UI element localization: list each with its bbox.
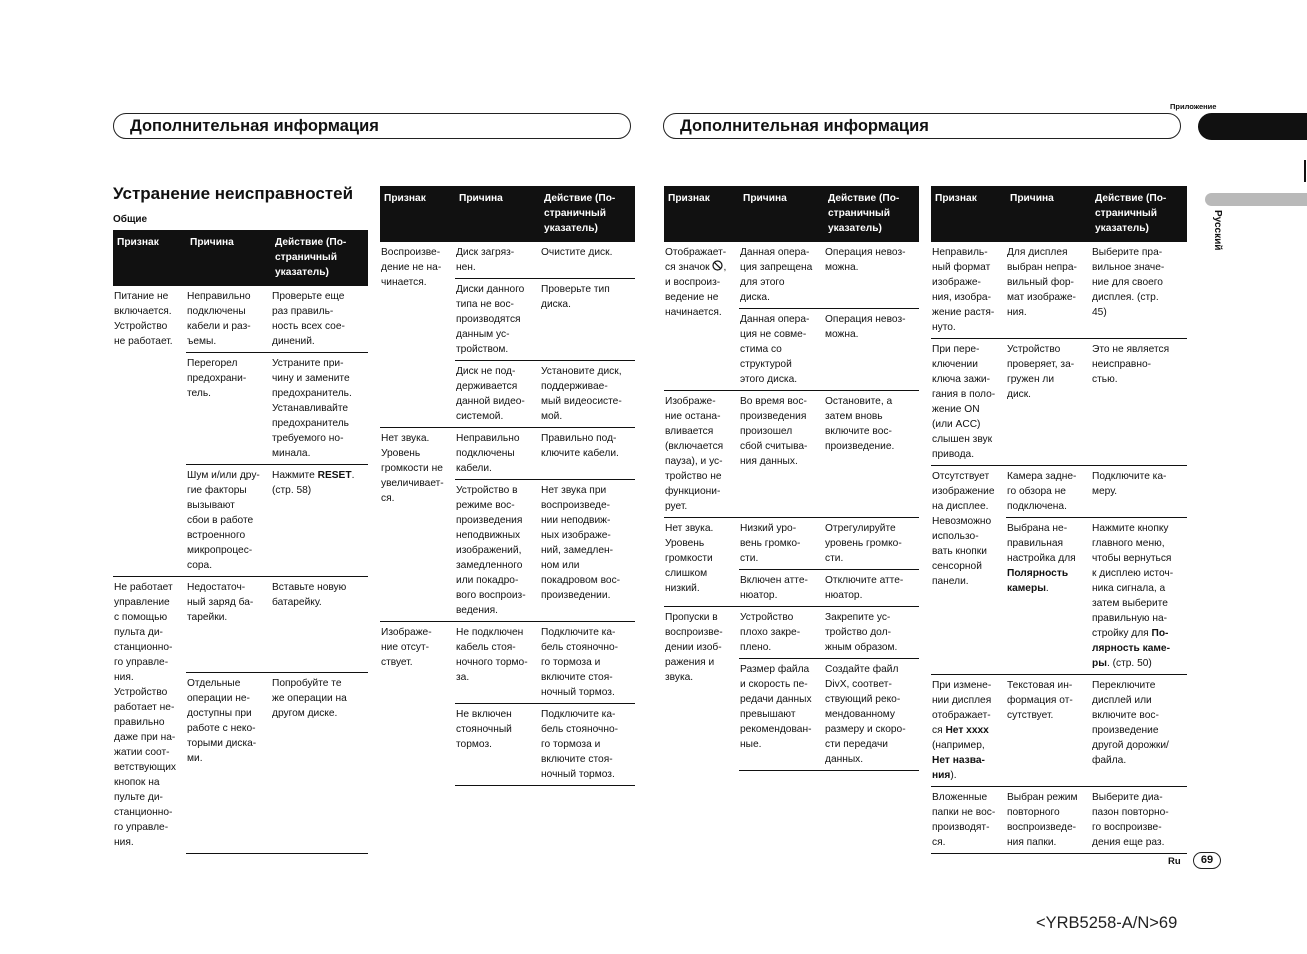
cause-cell: Недостаточ- ный заряд ба- тарейки. <box>186 577 271 673</box>
action-cell: Создайте файл DivX, соответ- ствующий реко- мендованному размеру и скоро- сти передачи данных. <box>824 659 919 771</box>
page-number: 69 <box>1193 852 1221 869</box>
setting-name: Полярность камеры <box>1007 568 1069 594</box>
cause-cell: Диски данного типа не вос- производятся данным ус- тройством. <box>455 279 540 361</box>
cause-text: Выбрана не- правильная настройка для <box>1007 523 1076 564</box>
cause-cell: Устройство проверяет, за- гружен ли диск. <box>1006 339 1091 466</box>
cause-cell: Диск не под- держивается данной видео- системой. <box>455 361 540 428</box>
cause-cell: Устройство плохо закре- плено. <box>739 607 824 659</box>
cause-cell: Шум и/или дру- гие факторы вызывают сбои в работе встроенного микропроцес- сора. <box>186 465 271 577</box>
header-cause: Причина <box>739 186 824 242</box>
cause-cell: Неправильно подключены кабели. <box>455 428 540 480</box>
header-action: Действие (По- страничный указатель) <box>271 230 368 286</box>
prohibited-icon <box>712 260 723 271</box>
edge-marker <box>1304 160 1306 182</box>
cause-cell: Устройство в режиме вос- произведения неподвижных изображений, замедленного или покадро- вого воспроиз- ведения. <box>455 480 540 622</box>
table-row <box>113 577 368 673</box>
symptom-cell <box>664 242 739 391</box>
table-header-row <box>380 186 635 242</box>
cause-cell: Данная опера- ция не совме- стима со структурой этого диска. <box>739 309 824 391</box>
symptom-text: Отображает- ся значок <box>665 247 727 273</box>
symptom-cell: При пере- ключении ключа зажи- гания в поло- жение ON (или ACC) слышен звук привода. <box>931 339 1006 466</box>
cause-cell <box>1006 518 1091 675</box>
troubleshooting-table-general <box>113 230 368 854</box>
left-header-title: Дополнительная информация <box>113 113 631 139</box>
symptom-cell <box>931 675 1006 787</box>
cause-cell: Диск загряз- нен. <box>455 242 540 279</box>
cause-cell: Текстовая ин- формация от- сутствует. <box>1006 675 1091 787</box>
cause-cell: Отдельные операции не- доступны при работе с неко- торыми диска- ми. <box>186 673 271 853</box>
display-message: Нет хххх <box>945 725 989 736</box>
document-code: <YRB5258-A/N>69 <box>1036 914 1178 932</box>
table-row <box>380 622 635 704</box>
appendix-label: Приложение <box>1170 102 1217 111</box>
table-row <box>931 466 1187 518</box>
action-cell: Переключите дисплей или включите вос- произведение другой дорожки/ файла. <box>1091 675 1187 787</box>
cause-text: . <box>1045 583 1049 594</box>
symptom-text: При измене- нии дисплея отображает- ся <box>932 680 992 736</box>
troubleshooting-table-playback <box>380 186 635 786</box>
header-action: Действие (По- страничный указатель) <box>1091 186 1187 242</box>
action-cell: Операция невоз- можна. <box>824 242 919 309</box>
cause-cell: Не включен стояночный тормоз. <box>455 704 540 786</box>
action-cell: Выберите пра- вильное значе- ние для своего дисплея. (стр. 45) <box>1091 242 1187 339</box>
action-cell: Очистите диск. <box>540 242 635 279</box>
table-row <box>380 242 635 279</box>
symptom-cell: Изображе- ние остана- вливается (включается пауза), и ус- тройство не функциони- рует. <box>664 391 739 518</box>
section-title: Устранение неисправностей <box>113 184 354 203</box>
cause-cell: Перегорел предохрани- тель. <box>186 353 271 465</box>
header-symptom: Признак <box>931 186 1006 242</box>
table-header-row <box>113 230 368 286</box>
table-row <box>113 286 368 353</box>
cause-cell: Низкий уро- вень громко- сти. <box>739 518 824 570</box>
language-tab <box>1205 193 1307 206</box>
action-cell: Устраните при- чину и замените предохранитель. Устанавливайте предохранитель требуемого но- минала. <box>271 353 368 465</box>
table-row <box>664 391 919 518</box>
symptom-text: ). <box>950 770 957 781</box>
cause-cell: Размер файла и скорость пе- редачи данных превышают рекомендован- ные. <box>739 659 824 771</box>
cause-cell: Во время вос- произведения произошел сбой считыва- ния данных. <box>739 391 824 518</box>
symptom-cell: Воспроизве- дение не на- чинается. <box>380 242 455 428</box>
action-cell: Нет звука при воспроизведе- нии неподвиж- ных изображе- ний, замедлен- ном или покадровом вос- произведении. <box>540 480 635 622</box>
setting-name: По- лярность каме- ры <box>1092 628 1170 669</box>
symptom-cell: Нет звука. Уровень громкости слишком низкий. <box>664 518 739 607</box>
table-row <box>931 339 1187 466</box>
symptom-cell: Нет звука. Уровень громкости не увеличивает- ся. <box>380 428 455 622</box>
header-symptom: Признак <box>113 230 186 286</box>
troubleshooting-table-video <box>664 186 919 771</box>
action-cell: Закрепите ус- тройство дол- жным образом. <box>824 607 919 659</box>
action-cell: Отрегулируйте уровень громко- сти. <box>824 518 919 570</box>
action-cell: Отключите атте- нюатор. <box>824 570 919 607</box>
action-cell: Подключите ка- бель стояночно- го тормоза и включите стоя- ночный тормоз. <box>540 704 635 786</box>
table-row <box>380 428 635 480</box>
reset-key-label: RESET <box>317 470 352 481</box>
header-action: Действие (По- страничный указатель) <box>824 186 919 242</box>
cause-cell: Не подключен кабель стоя- ночного тормо- за. <box>455 622 540 704</box>
cause-cell: Неправильно подключены кабели и раз- ъемы. <box>186 286 271 353</box>
symptom-cell: Отсутствует изображение на дисплее. Невозможно использо- вать кнопки сенсорной панели. <box>931 466 1006 675</box>
action-cell: Попробуйте те же операции на другом диске. <box>271 673 368 853</box>
table-row <box>931 675 1187 787</box>
action-text: . (стр. 58) <box>272 470 355 496</box>
symptom-cell: Не работает управление с помощью пульта ди- станционно- го управле- ния. Устройство работает не- правильно даже при на- жатии соот- ветствующих кнопок на пульте ди- станционно- го управле- ния. <box>113 577 186 854</box>
action-cell: Проверьте тип диска. <box>540 279 635 361</box>
action-cell: Подключите ка- бель стояночно- го тормоза и включите стоя- ночный тормоз. <box>540 622 635 704</box>
table-header-row <box>664 186 919 242</box>
symptom-cell: Вложенные папки не вос- производят- ся. <box>931 787 1006 854</box>
header-cause: Причина <box>186 230 271 286</box>
table-row <box>931 242 1187 339</box>
action-cell: Это не является неисправно- стью. <box>1091 339 1187 466</box>
action-cell: Подключите ка- меру. <box>1091 466 1187 518</box>
symptom-cell: Неправиль- ный формат изображе- ния, изобра- жение растя- нуто. <box>931 242 1006 339</box>
subsection-title: Общие <box>113 214 148 225</box>
action-cell: Остановите, а затем вновь включите вос- произведение. <box>824 391 919 518</box>
header-cause: Причина <box>455 186 540 242</box>
action-cell: Проверьте еще раз правиль- ность всех сое- динений. <box>271 286 368 353</box>
symptom-cell: Питание не включается. Устройство не работает. <box>113 286 186 577</box>
action-text: . (стр. 50) <box>1106 658 1152 669</box>
action-cell <box>271 465 368 577</box>
chapter-tab <box>1198 113 1307 140</box>
language-code: Ru <box>1168 856 1181 867</box>
action-cell: Установите диск, поддерживае- мый видеосисте- мой. <box>540 361 635 428</box>
cause-cell: Включен атте- нюатор. <box>739 570 824 607</box>
action-cell: Правильно под- ключите кабели. <box>540 428 635 480</box>
action-cell: Вставьте новую батарейку. <box>271 577 368 673</box>
table-row <box>664 518 919 570</box>
cause-cell: Выбран режим повторного воспроизведе- ния папки. <box>1006 787 1091 854</box>
table-row <box>931 787 1187 854</box>
symptom-cell: Пропуски в воспроизве- дении изоб- ражения и звука. <box>664 607 739 771</box>
language-label: Русский <box>1212 210 1223 251</box>
table-row <box>664 607 919 659</box>
header-action: Действие (По- страничный указатель) <box>540 186 635 242</box>
header-symptom: Признак <box>380 186 455 242</box>
symptom-cell: Изображе- ние отсут- ствует. <box>380 622 455 786</box>
action-text: Нажмите <box>272 470 318 481</box>
troubleshooting-table-display <box>931 186 1187 854</box>
action-cell: Выберите диа- пазон повторно- го воспроизве- дения еще раз. <box>1091 787 1187 854</box>
cause-cell: Камера задне- го обзора не подключена. <box>1006 466 1091 518</box>
display-message: Нет назва- ния <box>932 755 985 781</box>
action-cell <box>1091 518 1187 675</box>
header-symptom: Признак <box>664 186 739 242</box>
cause-cell: Данная опера- ция запрещена для этого диска. <box>739 242 824 309</box>
cause-cell: Для дисплея выбран непра- вильный фор- мат изображе- ния. <box>1006 242 1091 339</box>
right-header-title: Дополнительная информация <box>663 113 1181 139</box>
table-header-row <box>931 186 1187 242</box>
symptom-text: , и воспроиз- ведение не начинается. <box>665 262 727 318</box>
table-row <box>664 242 919 309</box>
action-cell: Операция невоз- можна. <box>824 309 919 391</box>
symptom-text: (например, <box>932 740 985 751</box>
header-cause: Причина <box>1006 186 1091 242</box>
action-text: Нажмите кнопку главного меню, чтобы вернуться к дисплею источ- ника сигнала, а затем выберите правильную на- стройку для <box>1092 523 1174 639</box>
